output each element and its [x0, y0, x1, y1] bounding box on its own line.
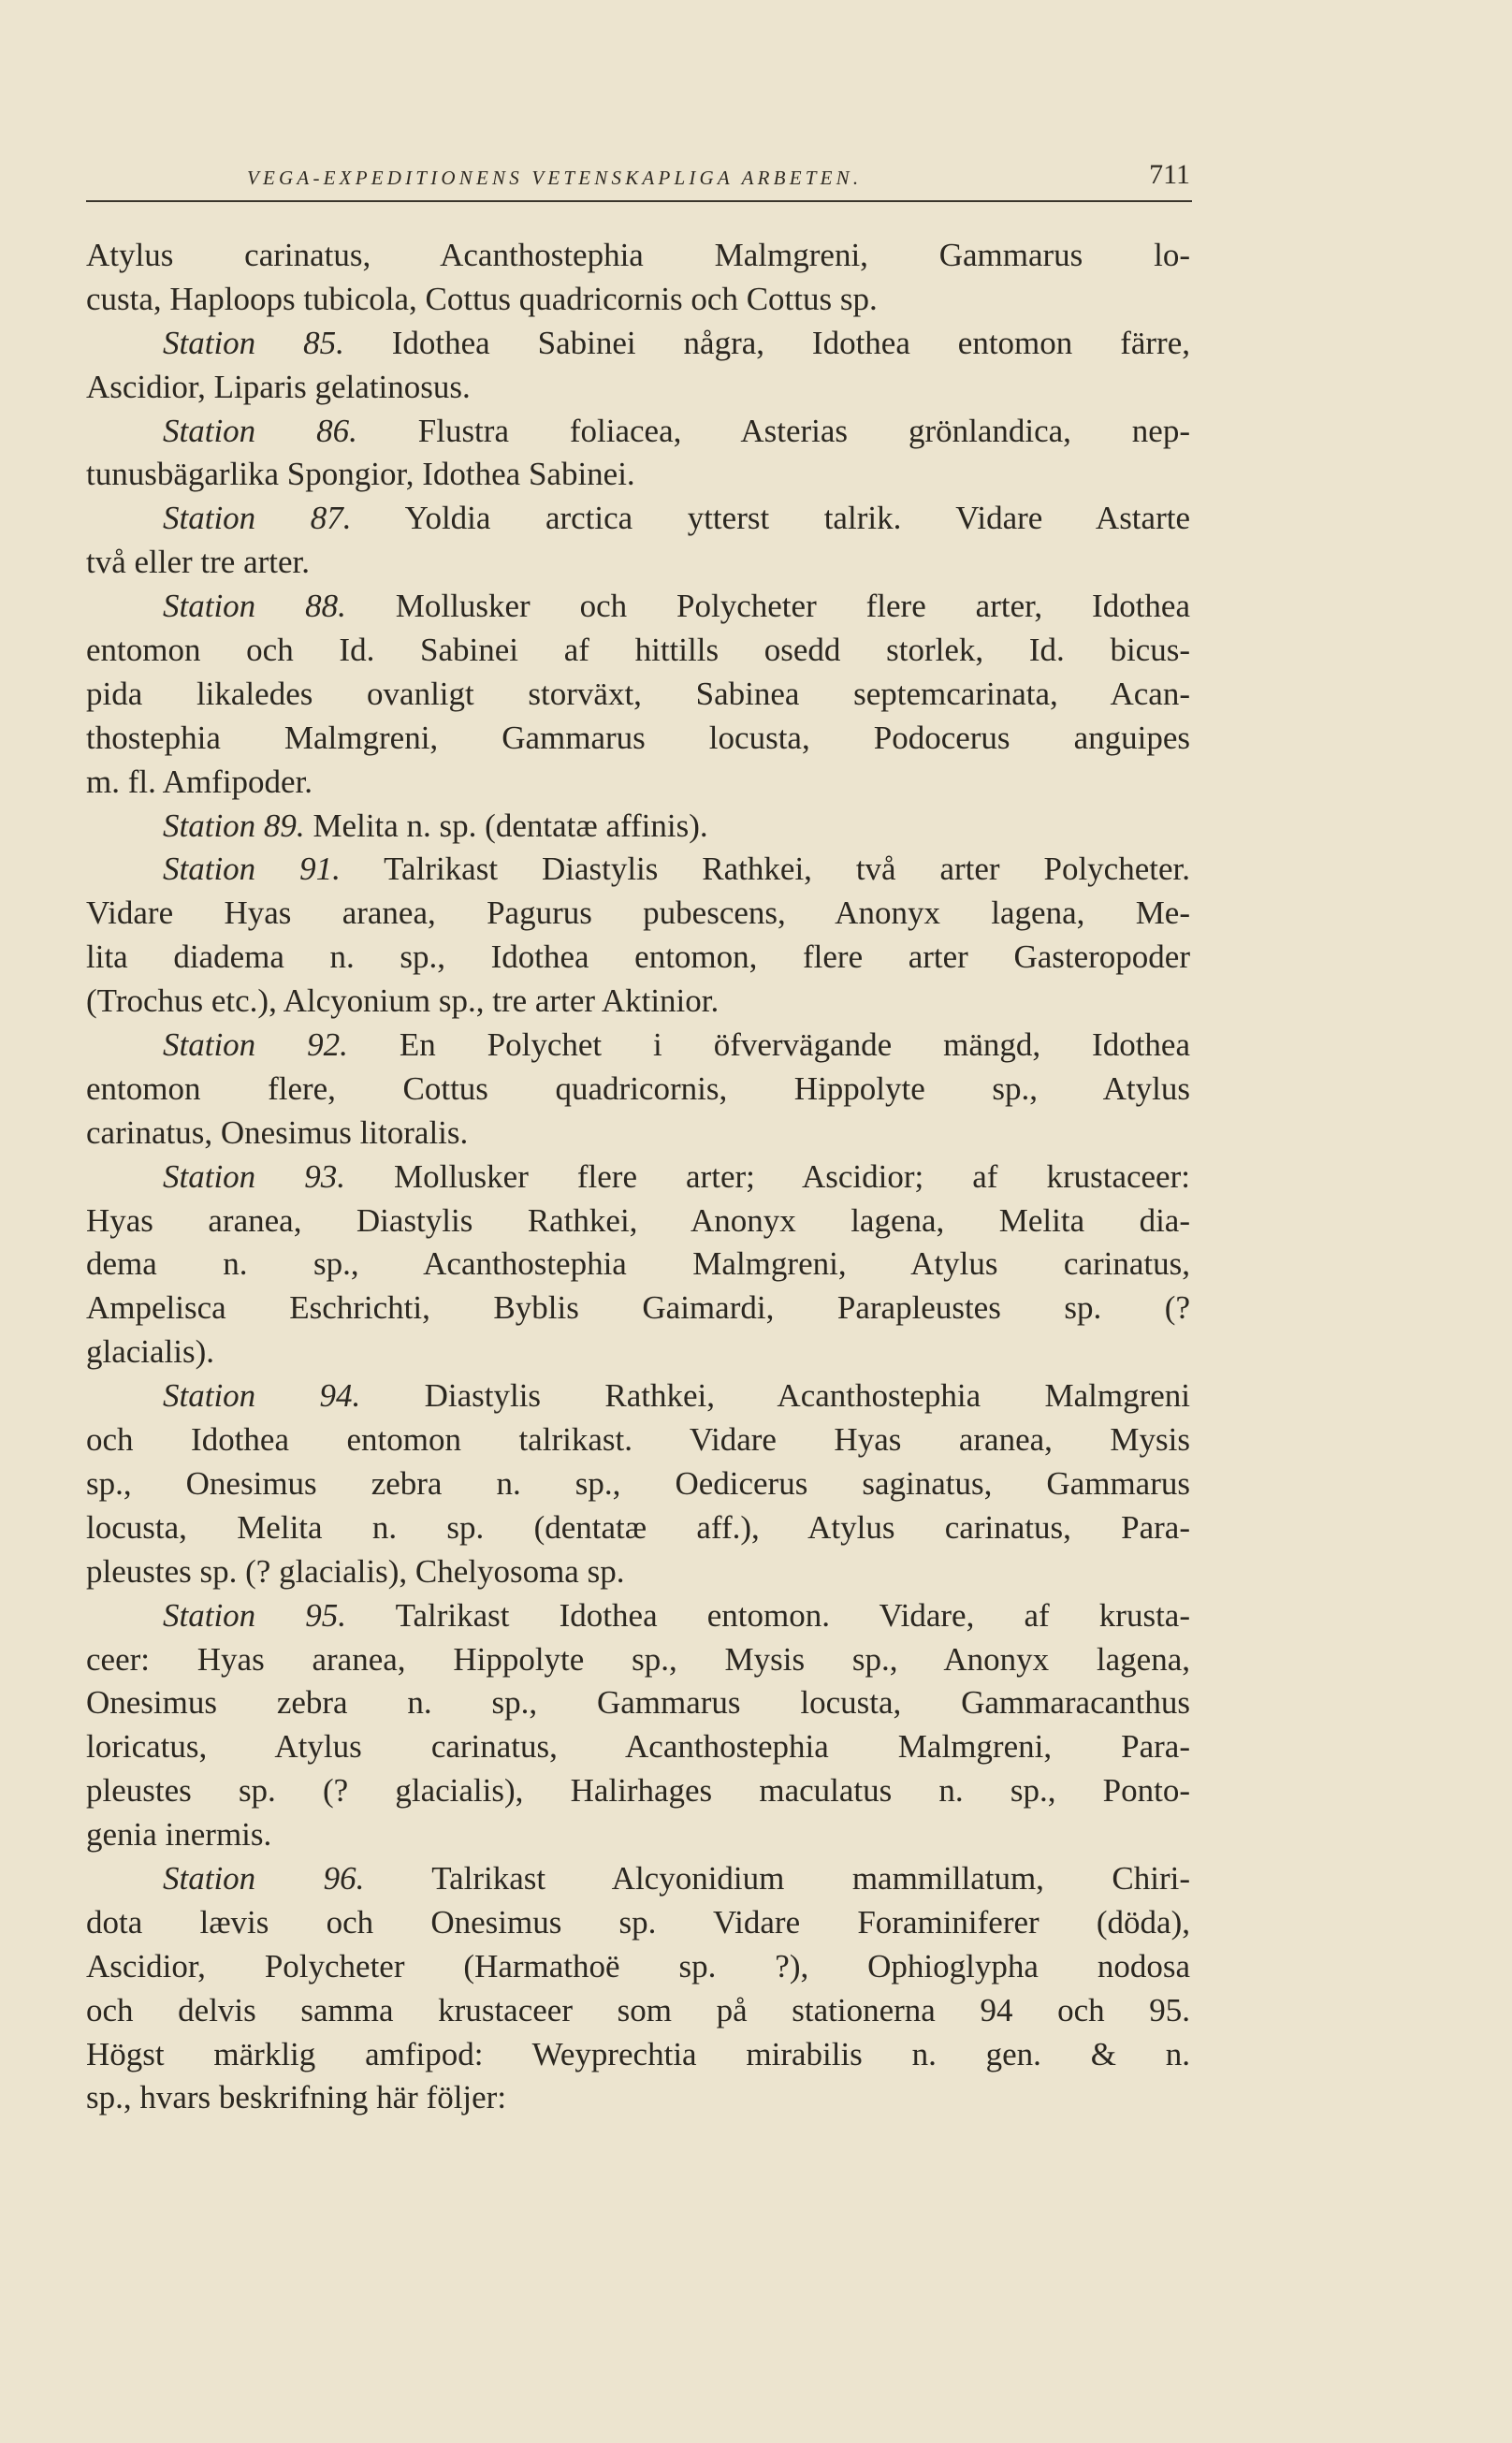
line-text: m. fl. Amfipoder. — [86, 763, 313, 800]
text-line — [86, 673, 1190, 717]
line-text: Ampelisca Eschrichti, Byblis Gaimardi, Parapleustes sp. (? — [86, 1289, 1190, 1327]
station-line — [86, 410, 1190, 454]
line-text: genia inermis. — [86, 1816, 272, 1854]
line-text: dema n. sp., Acanthostephia Malmgreni, Atylus carinatus, — [86, 1245, 1190, 1283]
text-line — [86, 278, 1190, 322]
line-text: Talrikast Diastylis Rathkei, två arter Polycheter. — [340, 851, 1190, 888]
station-line — [86, 497, 1190, 541]
text-line — [86, 936, 1190, 980]
line-text: Vidare Hyas aranea, Pagurus pubescens, Anonyx lagena, Me- — [86, 894, 1190, 932]
line-text: pida likaledes ovanligt storväxt, Sabinea septemcarinata, Acan- — [86, 675, 1190, 712]
station-line — [86, 1156, 1190, 1200]
body-text — [86, 234, 1190, 2120]
text-line — [86, 1200, 1190, 1243]
text-line — [86, 1462, 1190, 1506]
station-label: Station 96. — [163, 1859, 365, 1897]
station-line — [86, 1374, 1190, 1418]
text-line — [86, 717, 1190, 761]
page-number: 711 — [1149, 159, 1190, 190]
station-line — [86, 1857, 1190, 1901]
station-line — [86, 585, 1190, 629]
text-line — [86, 1331, 1190, 1374]
running-header — [86, 157, 1192, 202]
text-line — [86, 234, 1190, 278]
text-line — [86, 1813, 1190, 1857]
line-text: locusta, Melita n. sp. (dentatæ aff.), Atylus carinatus, Para- — [86, 1508, 1190, 1546]
station-label: Station 93. — [163, 1157, 345, 1195]
station-label: Station 91. — [163, 851, 341, 888]
line-text: Mollusker och Polycheter flere arter, Idothea — [345, 588, 1190, 625]
line-text: dota lævis och Onesimus sp. Vidare Foraminiferer (döda), — [86, 1903, 1190, 1941]
line-text: Hyas aranea, Diastylis Rathkei, Anonyx lagena, Melita dia- — [86, 1201, 1190, 1239]
line-text: Melita n. sp. (dentatæ affinis). — [304, 807, 708, 844]
station-label: Station 89. — [163, 807, 305, 844]
text-line — [86, 1681, 1190, 1725]
text-line — [86, 1945, 1190, 1989]
line-text: Atylus carinatus, Acanthostephia Malmgreni, Gammarus lo- — [86, 237, 1190, 273]
text-line — [86, 1989, 1190, 2033]
text-line — [86, 453, 1190, 497]
station-label: Station 92. — [163, 1026, 348, 1064]
text-line — [86, 892, 1190, 936]
line-text: entomon flere, Cottus quadricornis, Hippolyte sp., Atylus — [86, 1069, 1190, 1107]
station-label: Station 87. — [163, 500, 352, 537]
text-line — [86, 1418, 1190, 1462]
line-text: Flustra foliacea, Asterias grönlandica, nep- — [356, 412, 1190, 449]
text-line — [86, 980, 1190, 1024]
line-text: sp., hvars beskrifning här följer: — [86, 2079, 507, 2116]
line-text: Yoldia arctica ytterst talrik. Vidare Astarte — [351, 500, 1190, 537]
line-text: carinatus, Onesimus litoralis. — [86, 1113, 469, 1151]
text-line — [86, 1550, 1190, 1594]
station-label: Station 88. — [163, 588, 346, 625]
station-line — [86, 848, 1190, 892]
line-text: tunusbägarlika Spongior, Idothea Sabinei. — [86, 456, 635, 493]
line-text: två eller tre arter. — [86, 544, 311, 581]
line-text: Talrikast Idothea entomon. Vidare, af krusta- — [346, 1596, 1190, 1634]
line-text: lita diadema n. sp., Idothea entomon, flere arter Gasteropoder — [86, 938, 1190, 976]
line-text: thostephia Malmgreni, Gammarus locusta, Podocerus anguipes — [86, 719, 1190, 756]
text-line — [86, 2033, 1190, 2077]
line-text: glacialis). — [86, 1333, 215, 1371]
line-text: Mollusker flere arter; Ascidior; af krustaceer: — [344, 1157, 1190, 1195]
text-line — [86, 1068, 1190, 1112]
text-line — [86, 541, 1190, 585]
line-text: loricatus, Atylus carinatus, Acanthostephia Malmgreni, Para- — [86, 1728, 1190, 1766]
station-line — [86, 1594, 1190, 1638]
station-line — [86, 322, 1190, 366]
line-text: ceer: Hyas aranea, Hippolyte sp., Mysis sp., Anonyx lagena, — [86, 1640, 1190, 1678]
text-line — [86, 1112, 1190, 1156]
line-text: och Idothea entomon talrikast. Vidare Hyas aranea, Mysis — [86, 1421, 1190, 1459]
line-text: Diastylis Rathkei, Acanthostephia Malmgreni — [360, 1377, 1190, 1415]
line-text: Onesimus zebra n. sp., Gammarus locusta, Gammaracanthus — [86, 1684, 1190, 1722]
station-line — [86, 1024, 1190, 1068]
station-label: Station 85. — [163, 324, 344, 361]
text-line — [86, 1287, 1190, 1331]
line-text: custa, Haploops tubicola, Cottus quadricornis och Cottus sp. — [86, 280, 878, 317]
line-text: Talrikast Alcyonidium mammillatum, Chiri- — [364, 1859, 1190, 1897]
line-text: pleustes sp. (? glacialis), Chelyosoma sp. — [86, 1552, 625, 1590]
text-line — [86, 1769, 1190, 1813]
line-text: Idothea Sabinei några, Idothea entomon färre, — [343, 324, 1190, 361]
line-text: entomon och Id. Sabinei af hittills osedd storlek, Id. bicus- — [86, 632, 1190, 669]
line-text: och delvis samma krustaceer som på stationerna 94 och 95. — [86, 1991, 1190, 2029]
line-text: pleustes sp. (? glacialis), Halirhages maculatus n. sp., Ponto- — [86, 1772, 1190, 1810]
text-line — [86, 1725, 1190, 1769]
text-line — [86, 629, 1190, 673]
text-line — [86, 1243, 1190, 1287]
station-label: Station 94. — [163, 1377, 361, 1415]
running-title: VEGA-EXPEDITIONENS VETENSKAPLIGA ARBETEN. — [247, 167, 863, 189]
line-text: Högst märklig amfipod: Weyprechtia mirabilis n. gen. & n. — [86, 2035, 1190, 2072]
station-label: Station 95. — [163, 1596, 347, 1634]
text-line — [86, 1638, 1190, 1682]
line-text: Ascidior, Liparis gelatinosus. — [86, 368, 471, 405]
text-line — [86, 1506, 1190, 1550]
text-line — [86, 1901, 1190, 1945]
line-text: En Polychet i öfvervägande mängd, Idothea — [347, 1026, 1190, 1064]
line-text: Ascidior, Polycheter (Harmathoë sp. ?), Ophioglypha nodosa — [86, 1947, 1190, 1985]
line-text: (Trochus etc.), Alcyonium sp., tre arter Aktinior. — [86, 982, 720, 1020]
text-line — [86, 366, 1190, 410]
line-text: sp., Onesimus zebra n. sp., Oedicerus saginatus, Gammarus — [86, 1464, 1190, 1502]
station-label: Station 86. — [163, 412, 357, 449]
text-line — [86, 2076, 1190, 2120]
text-line — [86, 761, 1190, 805]
station-line — [86, 805, 1190, 849]
